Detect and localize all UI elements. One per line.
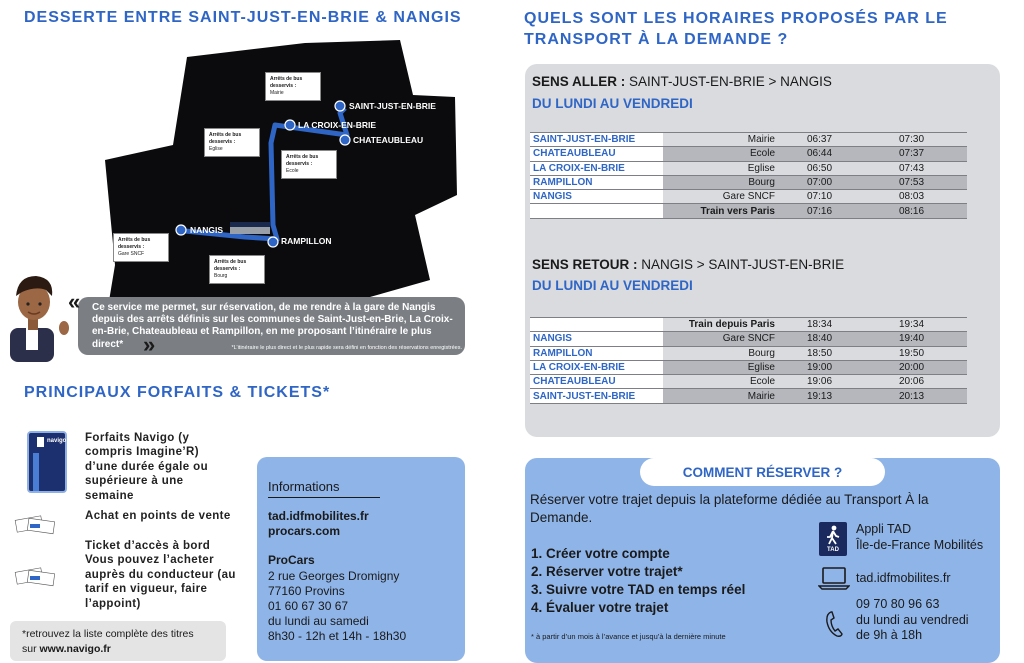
info-phone: 01 60 67 30 67 — [268, 599, 349, 613]
table-row: Train depuis Paris 18:34 19:34 — [530, 318, 967, 332]
stop-box-rampillon: Arrêts de bus desservis : Bourg — [209, 255, 265, 284]
reservation-title: COMMENT RÉSERVER ? — [682, 465, 843, 480]
stop-box-chateaubleau: Arrêts de bus desservis : Ecole — [281, 150, 337, 179]
app-name: Appli TAD Île-de-France Mobilités — [856, 522, 984, 552]
tickets-note: *retrouvez la liste complète des titres sur www.navigo.fr — [22, 628, 194, 655]
laptop-icon — [818, 566, 850, 590]
table-row: CHATEAUBLEAU Ecole 06:44 07:37 — [530, 147, 967, 161]
phone-contact: 09 70 80 96 63 du lundi au vendredi de 9h à 18h — [856, 597, 969, 643]
stop-box-saint-just: Arrêts de bus desservis : Mairie — [265, 72, 321, 101]
stop-box-la-croix: Arrêts de bus desservis : Eglise — [204, 128, 260, 157]
testimonial-text: Ce service me permet, sur réservation, de me rendre à la gare de Nangis depuis des arrêts définis sur les communes de Saint-Just-en-Brie, La Croix-en-Brie, Chateaubleau et Rampillon, en me proposant l’itinéraire le plus direct* — [92, 302, 453, 350]
info-title: Informations — [268, 479, 340, 494]
map-label-nangis: NANGIS — [190, 225, 224, 235]
step-1: 1. Créer votre compte — [531, 546, 670, 561]
retour-days: DU LUNDI AU VENDREDI — [532, 278, 693, 293]
table-row: RAMPILLON Bourg 18:50 19:50 — [530, 346, 967, 360]
info-divider — [268, 497, 380, 498]
info-hours: 8h30 - 12h et 14h - 18h30 — [268, 629, 407, 643]
info-site-link[interactable]: tad.idfmobilites.fr — [268, 509, 369, 523]
table-row: RAMPILLON Bourg 07:00 07:53 — [530, 175, 967, 189]
quote-open-icon: « — [68, 289, 81, 314]
reservation-footnote: * à partir d’un mois à l’avance et jusqu’à la dernière minute — [531, 632, 726, 641]
table-row: SAINT-JUST-EN-BRIE Mairie 06:37 07:30 — [530, 133, 967, 147]
testimonial-footnote: *L’itinéraire le plus direct et le plus rapide sera défini en fonction des réservations enregistrées. — [231, 345, 462, 351]
character-illustration — [6, 268, 70, 362]
table-row: NANGIS Gare SNCF 07:10 08:03 — [530, 190, 967, 204]
table-row: NANGIS Gare SNCF 18:40 19:40 — [530, 332, 967, 346]
reservation-intro: Réserver votre trajet depuis la plateforme dédiée au Transport À la Demande. — [530, 492, 929, 526]
table-row: LA CROIX-EN-BRIE Eglise 19:00 20:00 — [530, 360, 967, 374]
aller-heading: SENS ALLER : SAINT-JUST-EN-BRIE > NANGIS — [532, 74, 832, 89]
ticket-navigo-text: Forfaits Navigo (y compris Imagine’R) d’une durée égale ou supérieure à une semaine — [85, 432, 209, 502]
ticket-bord-text: Ticket d’accès à bord Vous pouvez l’acheter auprès du conducteur (au tarif en vigueur, faire l’appoint) — [85, 540, 236, 610]
table-row: CHATEAUBLEAU Ecole 19:06 20:06 — [530, 375, 967, 389]
tad-app-icon[interactable]: TAD — [819, 522, 847, 556]
stop-box-nangis: Arrêts de bus desservis : Gare SNCF — [113, 233, 169, 262]
quote-close-icon: » — [143, 332, 156, 357]
info-address-1: 2 rue Georges Dromigny — [268, 569, 400, 583]
map-label-chateaubleau: CHATEAUBLEAU — [353, 135, 424, 145]
info-procars-link[interactable]: procars.com — [268, 524, 341, 538]
map-label-rampillon: RAMPILLON — [281, 236, 332, 246]
step-4: 4. Évaluer votre trajet — [531, 600, 669, 615]
ticket-icon — [14, 564, 58, 590]
table-row: LA CROIX-EN-BRIE Eglise 06:50 07:43 — [530, 161, 967, 175]
retour-timetable — [530, 317, 967, 404]
aller-timetable — [530, 132, 967, 219]
navigo-link[interactable]: www.navigo.fr — [39, 642, 111, 655]
info-days: du lundi au samedi — [268, 614, 369, 628]
map-label-saint-just: SAINT-JUST-EN-BRIE — [349, 101, 436, 111]
web-link[interactable]: tad.idfmobilites.fr — [856, 571, 951, 585]
ticket-points-vente-text: Achat en points de vente — [85, 510, 231, 522]
section-title-horaires: QUELS SONT LES HORAIRES PROPOSÉS PAR LE TRANSPORT À LA DEMANDE ? — [524, 10, 948, 48]
section-title-tickets: PRINCIPAUX FORFAITS & TICKETS* — [24, 384, 331, 401]
table-row: SAINT-JUST-EN-BRIE Mairie 19:13 20:13 — [530, 389, 967, 403]
aller-days: DU LUNDI AU VENDREDI — [532, 96, 693, 111]
info-company: ProCars — [268, 553, 315, 567]
section-title-desserte: DESSERTE ENTRE SAINT-JUST-EN-BRIE & NANGIS — [24, 9, 462, 26]
ticket-icon — [14, 512, 58, 538]
phone-icon — [825, 610, 845, 638]
info-address-2: 77160 Provins — [268, 584, 345, 598]
navigo-card-icon: navigo — [27, 431, 67, 493]
map-label-la-croix: LA CROIX-EN-BRIE — [298, 120, 377, 130]
step-3: 3. Suivre votre TAD en temps réel — [531, 582, 746, 597]
retour-heading: SENS RETOUR : NANGIS > SAINT-JUST-EN-BRIE — [532, 257, 845, 272]
table-row: Train vers Paris 07:16 08:16 — [530, 204, 967, 218]
step-2: 2. Réserver votre trajet* — [531, 564, 683, 579]
